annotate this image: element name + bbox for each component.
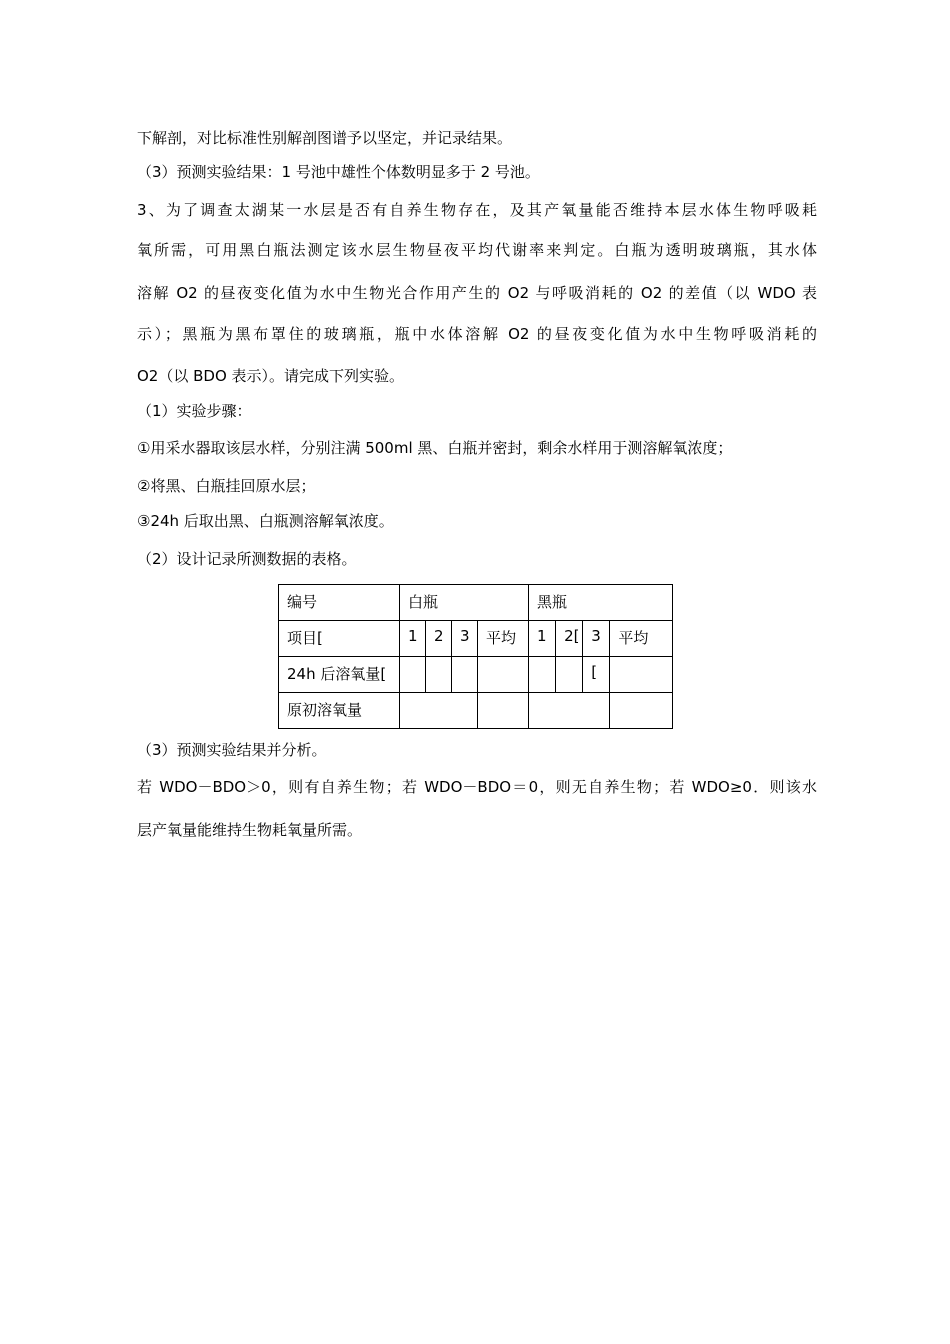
paragraph-line: 层产氧量能维持生物耗氧量所需。: [137, 821, 363, 839]
paragraph-line: 示）；黑瓶为黑布罩住的玻璃瓶，瓶中水体溶解 O2 的昼夜变化值为水中生物呼吸消耗的: [137, 325, 817, 343]
table-cell: 平均: [610, 621, 673, 657]
paragraph-line: （3）预测实验结果：1 号池中雄性个体数明显多于 2 号池。: [137, 163, 540, 181]
step-3: ③24h 后取出黑、白瓶测溶解氧浓度。: [137, 512, 394, 530]
table-cell: [529, 657, 556, 693]
table-cell: 原初溶氧量: [279, 693, 400, 729]
data-table: [278, 584, 673, 729]
paragraph-line: 下解剖，对比标准性别解剖图谱予以坚定，并记录结果。: [137, 129, 513, 147]
paragraph-line: 氧所需，可用黑白瓶法测定该水层生物昼夜平均代谢率来判定。白瓶为透明玻璃瓶，其水体: [137, 241, 817, 259]
step-1: ①用采水器取该层水样，分别注满 500ml 黑、白瓶并密封，剩余水样用于测溶解氧浓度；: [137, 439, 733, 457]
table-cell: 24h 后溶氧量[: [279, 657, 400, 693]
section-heading: （1）实验步骤：: [137, 402, 252, 420]
table-cell: 2[: [556, 621, 583, 657]
table-cell: 2: [426, 621, 452, 657]
section-heading: （2）设计记录所测数据的表格。: [137, 550, 357, 568]
table-cell: 编号: [279, 585, 400, 621]
table-cell: [400, 693, 478, 729]
section-heading: （3）预测实验结果并分析。: [137, 741, 327, 759]
table-cell: 白瓶: [400, 585, 529, 621]
table-cell: [556, 657, 583, 693]
table-cell: [400, 657, 426, 693]
table-cell: [529, 693, 610, 729]
table-cell: [610, 657, 673, 693]
table-cell: [: [583, 657, 610, 693]
paragraph-line: 溶解 O2 的昼夜变化值为水中生物光合作用产生的 O2 与呼吸消耗的 O2 的差值（以 WDO 表: [137, 284, 817, 302]
table-cell: 平均: [478, 621, 529, 657]
table-cell: [478, 693, 529, 729]
table-cell: 1: [529, 621, 556, 657]
table-cell: 项目[: [279, 621, 400, 657]
paragraph-line: 若 WDO－BDO＞0，则有自养生物；若 WDO－BDO＝0，则无自养生物；若 WDO≥0．则该水: [137, 778, 817, 796]
question-3-line: 3、为了调查太湖某一水层是否有自养生物存在，及其产氧量能否维持本层水体生物呼吸耗: [137, 201, 817, 219]
table-cell: 黑瓶: [529, 585, 673, 621]
table-cell: 3: [583, 621, 610, 657]
table-cell: [610, 693, 673, 729]
table-cell: 3: [452, 621, 478, 657]
table-cell: [426, 657, 452, 693]
paragraph-line: O2（以 BDO 表示）。请完成下列实验。: [137, 367, 405, 385]
step-2: ②将黑、白瓶挂回原水层；: [137, 477, 316, 495]
table-cell: [452, 657, 478, 693]
table-cell: 1: [400, 621, 426, 657]
table-cell: [478, 657, 529, 693]
